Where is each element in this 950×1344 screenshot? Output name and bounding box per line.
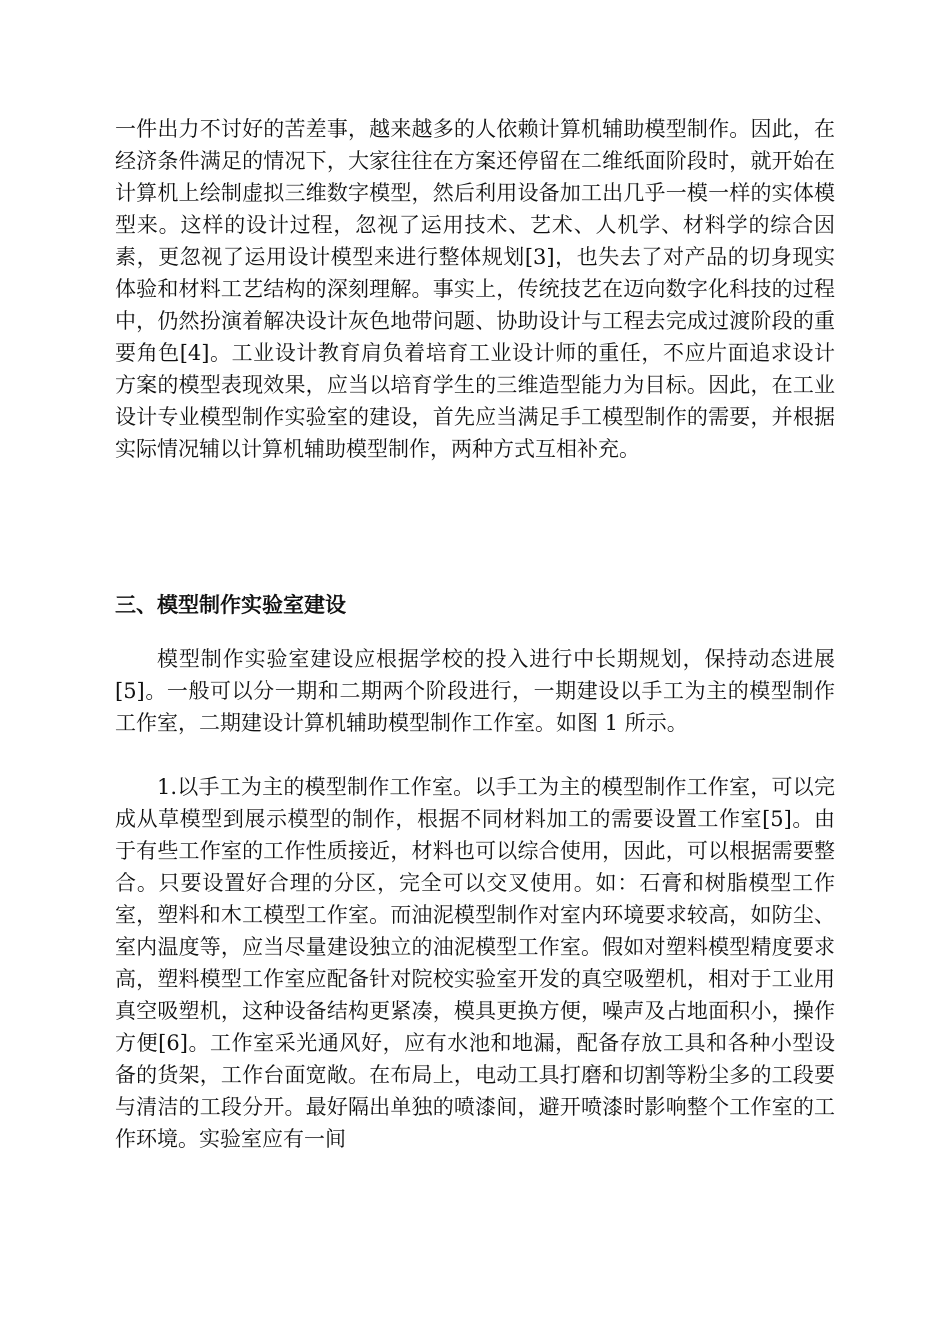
paragraph-lab-planning: 模型制作实验室建设应根据学校的投入进行中长期规划，保持动态进展[5]。一般可以分一期和二期两个阶段进行，一期建设以手工为主的模型制作工作室，二期建设计算机辅助模型制作工作室。如图 1 所示。 bbox=[115, 647, 835, 735]
paragraph-continued: 一件出力不讨好的苦差事，越来越多的人依赖计算机辅助模型制作。因此，在经济条件满足的情况下，大家往往在方案还停留在二维纸面阶段时，就开始在计算机上绘制虚拟三维数字模型，然后利用设备加工出几乎一模一样的实体模型来。这样的设计过程，忽视了运用技术、艺术、人机学、材料学的综合因素，更忽视了运用设计模型来进行整体规划[3]，也失去了对产品的切身现实体验和材料工艺结构的深刻理解。事实上，传统技艺在迈向数字化科技的过程中，仍然扮演着解决设计灰色地带问题、协助设计与工程去完成过渡阶段的重要角色[4]。工业设计教育肩负着培育工业设计师的重任，不应片面追求设计方案的模型表现效果，应当以培育学生的三维造型能力为目标。因此，在工业设计专业模型制作实验室的建设，首先应当满足手工模型制作的需要，并根据实际情况辅以计算机辅助模型制作，两种方式互相补充。 bbox=[115, 117, 835, 461]
paragraph-manual-workshop: 1.以手工为主的模型制作工作室。以手工为主的模型制作工作室，可以完成从草模型到展示模型的制作，根据不同材料加工的需要设置工作室[5]。由于有些工作室的工作性质接近，材料也可以综合使用，因此，可以根据需要整合。只要设置好合理的分区，完全可以交叉使用。如：石膏和树脂模型工作室，塑料和木工模型工作室。而油泥模型制作对室内环境要求较高，如防尘、室内温度等，应当尽量建设独立的油泥模型工作室。假如对塑料模型精度要求高，塑料模型工作室应配备针对院校实验室开发的真空吸塑机，相对于工业用真空吸塑机，这种设备结构更紧凑，模具更换方便，噪声及占地面积小，操作方便[6]。工作室采光通风好，应有水池和地漏，配备存放工具和各种小型设备的货架，工作台面宽敞。在布局上，电动工具打磨和切割等粉尘多的工段要与清洁的工段分开。最好隔出单独的喷漆间，避开喷漆时影响整个工作室的工作环境。实验室应有一间 bbox=[115, 775, 835, 1151]
section-heading: 三、模型制作实验室建设 bbox=[115, 593, 346, 617]
